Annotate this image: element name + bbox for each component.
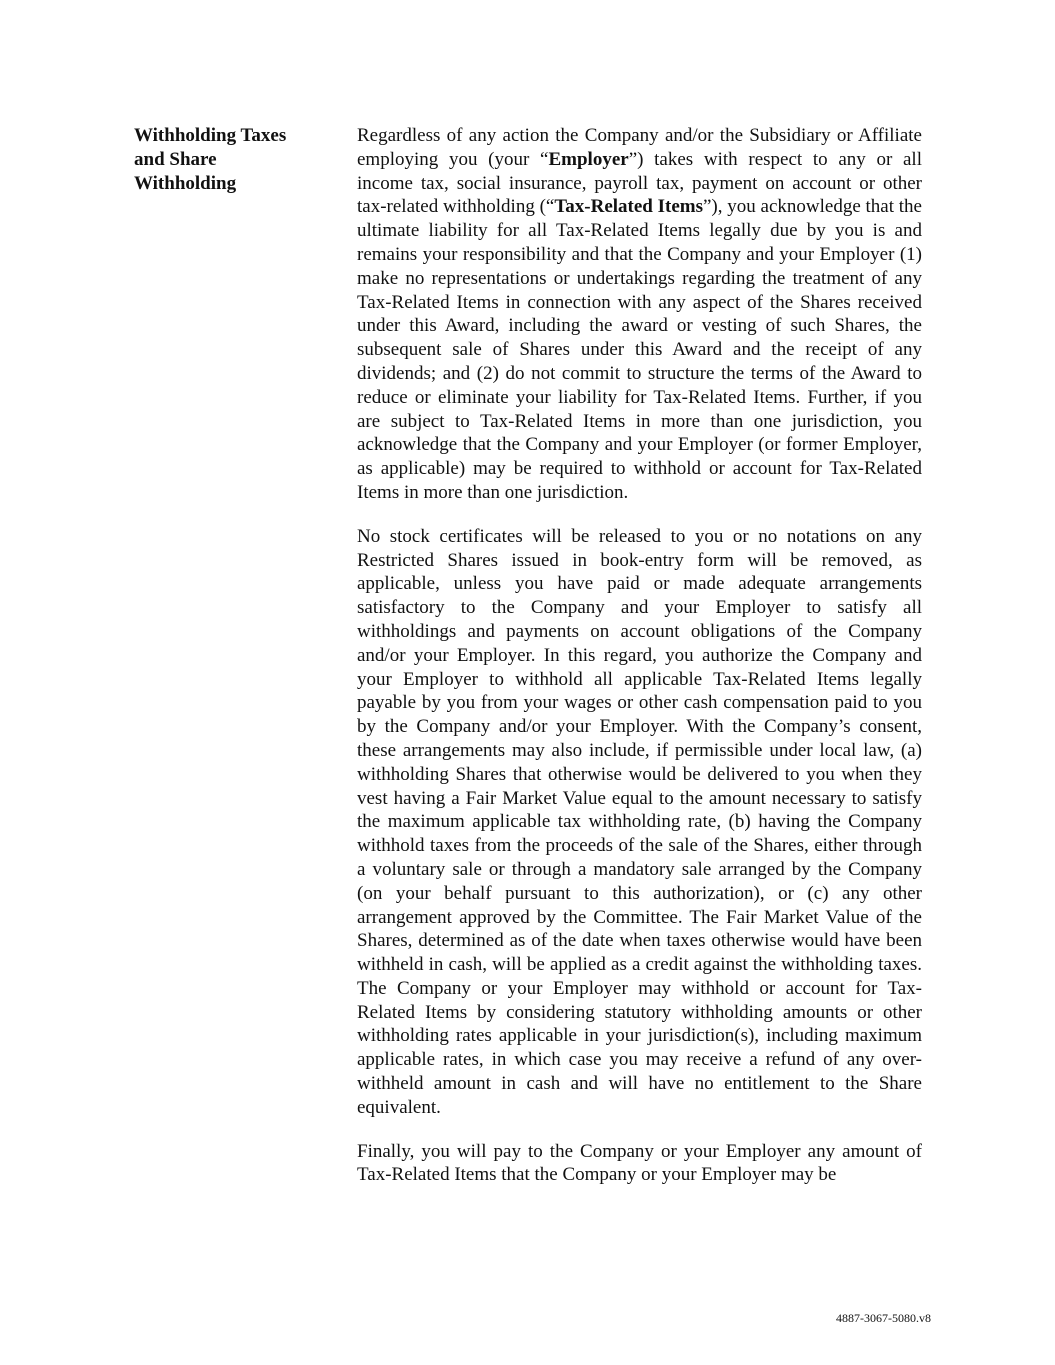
document-id-footer: 4887-3067-5080.v8 bbox=[836, 1311, 931, 1325]
paragraph-1-text-c: ”), you acknowledge that the ultimate liability for all Tax-Related Items legally due by you is and remains your responsibility and that the Company and your Employer (1) make no representations or undertakings regarding the treatment of any Tax-Related Items in connection with any aspect of the Shares received under this Award, including the award or vesting of such Shares, the subsequent sale of Shares under this Award and the receipt of any dividends; and (2) do not commit to structure the terms of the Award to reduce or eliminate your liability for Tax-Related Items. Further, if you are subject to Tax-Related Items in more than one jurisdiction, you acknowledge that the Company and your Employer (or former Employer, as applicable) may be required to withhold or account for Tax-Related Items in more than one jurisdiction. bbox=[357, 196, 922, 503]
section-heading-line-1: Withholding Taxes bbox=[134, 125, 287, 146]
paragraph-1-text-a: Regardless of any action the Company and/or the Subsidiary or Affiliate employing you (your “ bbox=[357, 125, 922, 170]
section-heading-line-2: and Share bbox=[134, 149, 217, 170]
paragraph-tax-liability bbox=[357, 124, 922, 505]
paragraph-payment-obligation: Finally, you will pay to the Company or your Employer any amount of Tax-Related Items that the Company or your Employer may be bbox=[357, 1140, 922, 1186]
paragraph-withholding-arrangements: No stock certificates will be released to you or no notations on any Restricted Shares issued in book-entry form will be removed, as applicable, unless you have paid or made adequate arrangements satisfactory to the Company and your Employer to satisfy all withholdings and payments on account obligations of the Company and/or your Employer. In this regard, you authorize the Company and your Employer to withhold all applicable Tax-Related Items legally payable by you from your wages or other cash compensation paid to you by the Company and/or your Employer. With the Company’s consent, these arrangements may also include, if permissible under local law, (a) withholding Shares that otherwise would be delivered to you when they vest having a Fair Market Value equal to the amount necessary to satisfy the maximum applicable tax withholding rate, (b) having the Company withhold taxes from the proceeds of the sale of the Shares, either through a voluntary sale or through a mandatory sale arranged by the Company (on your behalf pursuant to this authorization), or (c) any other arrangement approved by the Committee. The Fair Market Value of the Shares, determined as of the date when taxes otherwise would have been withheld in cash, will be applied as a credit against the withholding taxes. The Company or your Employer may withhold or account for Tax-Related Items by considering statutory withholding amounts or other withholding rates applicable in your jurisdiction(s), including maximum applicable rates, in which case you may receive a refund of any over-withheld amount in cash and will have no entitlement to the Share equivalent. bbox=[357, 525, 922, 1118]
section-heading bbox=[134, 124, 334, 196]
paragraph-1-text-b: ”) takes with respect to any or all income tax, social insurance, payroll tax, payment on account or other tax-related withholding (“ bbox=[357, 148, 922, 218]
defined-term-tax-related-items: Tax-Related Items bbox=[554, 196, 703, 218]
section-heading-line-3: Withholding bbox=[134, 173, 237, 194]
defined-term-employer: Employer bbox=[548, 148, 629, 170]
section-body bbox=[357, 124, 922, 1207]
